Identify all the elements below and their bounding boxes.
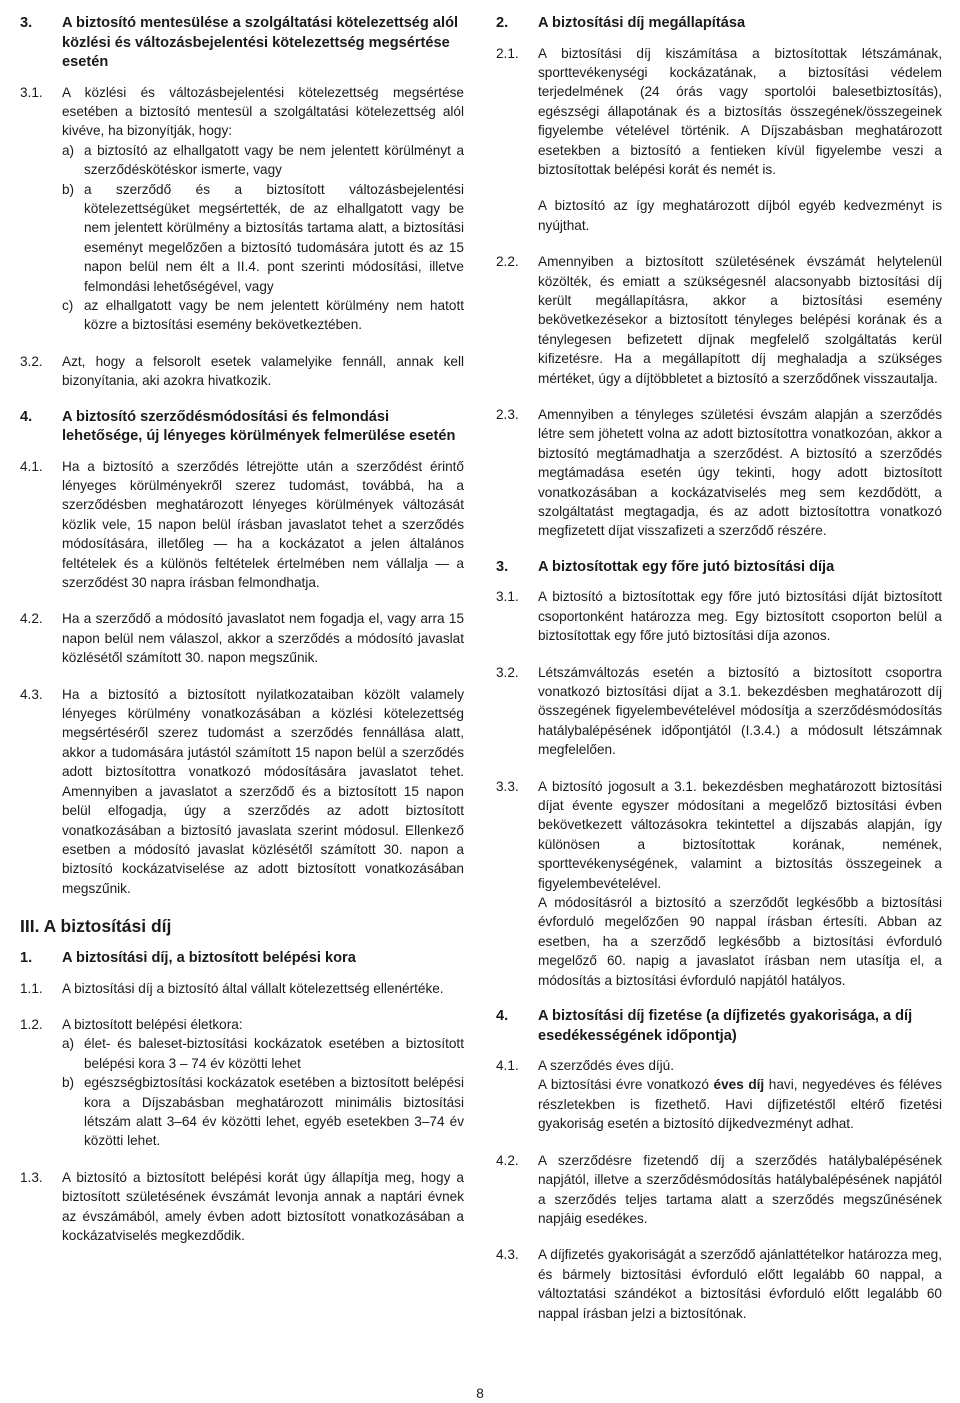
clause-number: 2.1. — [496, 45, 519, 61]
clause — [20, 352, 464, 391]
section-heading — [20, 14, 464, 73]
clause-number: 2.2. — [496, 254, 519, 270]
section-heading — [496, 14, 942, 34]
list-text: a biztosító az elhallgatott vagy be nem jelentett körülményt a szerződéskötéskor ismerte, vagy — [84, 142, 464, 178]
section-title: A biztosító mentesülése a szolgáltatási kötelezettség alól közlési és változásbejelentési kötelezettség megsértése esetén — [62, 15, 459, 70]
list-letter: c) — [62, 297, 74, 313]
section-heading — [496, 558, 942, 578]
clause-text: Létszámváltozás esetén a biztosító a biztosított csoportra vonatkozó biztosítási díjat a 3.1. bekezdésben meghatározott díj összegének figyelembevételével módosítja a szerződésmódosítás hatálybalépésének időpontjától (I.3.4.) a módosult létszámnak megfelelően. — [538, 664, 942, 758]
list-item — [62, 180, 464, 296]
clause — [20, 685, 464, 898]
section-number: 4. — [496, 1008, 509, 1025]
clause-number: 4.2. — [20, 611, 43, 627]
section-title: A biztosítottak egy főre jutó biztosítási díja — [538, 558, 835, 575]
clause — [496, 587, 942, 645]
clause — [496, 1056, 942, 1134]
left-column — [20, 14, 464, 1263]
clause-text: A közlési és változásbejelentési kötelezettség megsértése esetében a biztosító mentesül a szolgáltatási kötelezettség alól kivéve, ha bizonyítják, hogy: — [62, 84, 464, 139]
list-letter: a) — [62, 1036, 75, 1052]
clause-number: 4.1. — [496, 1058, 519, 1074]
clause — [20, 83, 464, 335]
clause-text: A szerződésre fizetendő díj a szerződés hatálybalépésének napjától, illetve a szerződésmódosítás hatálybalépésének napjától a szerződés teljes tartama alatt a szerződés megszűnésének napjáig esedékes. — [538, 1152, 942, 1226]
section-title: A biztosító szerződésmódosítási és felmondási lehetősége, új lényeges körülmények felmerülése esetén — [62, 408, 456, 445]
clause-text — [538, 1075, 942, 1133]
list-text: az elhallgatott vagy be nem jelentett körülmény nem hatott közre a biztosítási esemény bekövetkeztében. — [84, 297, 464, 333]
clause-text: A biztosító a biztosított belépési korát úgy állapítja meg, hogy a biztosított születésének évszámát levonja annak a naptári évnek az évszámából, amely évben adott biztosított vonatkozásában a kockázatviselés megkezdődik. — [62, 1169, 464, 1244]
clause-number: 4.2. — [496, 1152, 519, 1168]
clause-number: 3.1. — [496, 589, 519, 605]
clause — [20, 457, 464, 593]
clause-text: A biztosító az így meghatározott díjból egyéb kedvezményt is nyújthat. — [538, 198, 942, 233]
clause-text: Ha a biztosító a szerződés létrejötte után a szerződést érintő lényeges körülményekről szerez tudomást, továbbá, ha a szerződésben meghatározott lényeges körülmények változását közlik vele, 15 napon belül írásban javaslatot tehet a szerződés módosítására, illetőleg — ha a kockázatot a jelen általános feltételek és a különös feltételek értelmében nem vállalja — a szerződést 30 napra írásban felmondhatja. — [62, 458, 464, 591]
list-text: a szerződő és a biztosított változásbejelentési kötelezettségüket megsértették, de az elhallgatott vagy be nem jelentett körülmény a biztosítás tartama alatt, a biztosítási eseményt megelőzően a biztosító tudomására jutott és az 15 napon belül nem élt a II.4. pont szerinti módosítási, illetve felmondási lehetőségével, vagy — [84, 181, 464, 294]
section-title: A biztosítási díj fizetése (a díjfizetés gyakorisága, a díj esedékességének időpontja) — [538, 1008, 913, 1044]
section-heading — [20, 949, 464, 969]
section-number: 1. — [20, 950, 33, 967]
clause-number: 1.1. — [20, 980, 43, 996]
emphasis-text: éves díj — [713, 1077, 765, 1093]
clause-text: Ha a biztosító a biztosított nyilatkozataiban közölt valamely lényeges körülmény vonatkozásában a közlési kötelezettség megsértéséről szerez tudomást a szerződés fennállása alatt, akkor a tudomására jutástól számított 15 napon belül a szerződés adott biztosítottra vonatkozó módosítására javaslatot tehet. Amennyiben a javaslatot a szerződő és a biztosított 15 napon belül elfogadja, úgy a szerződés az adott biztosított vonatkozásában a biztosító javaslata szerint módosul. Ellenkező esetben a módosító javaslat közlésétől számított 30. napon a biztosító kockázatviselése az adott biztosított vonatkozásában megszűnik. — [62, 686, 464, 896]
section-heading — [20, 408, 464, 447]
clause-text: A biztosított belépési életkora: — [62, 1017, 243, 1033]
clause-text: A díjfizetés gyakoriságát a szerződő ajánlattételkor határozza meg, és bármely biztosítási évforduló előtt legalább 60 nappal, a változtatási szándékot a biztosítási évforduló előtt legalább 60 nappal írásban jelzi a biztosítónak. — [538, 1247, 942, 1321]
clause-number: 4.3. — [20, 686, 43, 702]
clause — [20, 979, 464, 998]
list-text: élet- és baleset-biztosítási kockázatok esetében a biztosított belépési kora 3 – 74 év közötti lehet — [84, 1036, 464, 1071]
clause-text: Azt, hogy a felsorolt esetek valamelyike fennáll, annak kell bizonyítania, aki azokra hivatkozik. — [62, 353, 464, 389]
page-number: 8 — [476, 1386, 484, 1401]
text-run: havi, negyedéves és féléves részletekben is fizethető. Havi díjfizetéstől eltérő fizetési gyakoriság esetén a biztosító díjkedvezményt adhat. — [538, 1077, 943, 1132]
clause-number: 1.2. — [20, 1017, 43, 1033]
clause-text: A biztosító a biztosítottak egy főre jutó biztosítási díját biztosított csoportonként határozza meg. Egy biztosított csoporton belül a biztosítottak egy főre jutó biztosítási díja azonos. — [538, 589, 942, 644]
clause — [496, 663, 942, 760]
clause-number: 4.1. — [20, 458, 43, 474]
right-column — [496, 14, 942, 1340]
clause-text: A szerződés éves díjú. — [538, 1058, 675, 1074]
list-letter: b) — [62, 1075, 75, 1091]
clause — [496, 252, 942, 388]
clause — [20, 1015, 464, 1151]
clause-text: Amennyiben a tényleges születési évszám alapján a szerződés létre sem jöhetett volna az adott biztosítottra vonatkozóan, akkor a biztosító megtámadhatja a szerződést. A biztosító a szerződés megtámadása esetén úgy tekinti, hogy adott biztosított vonatkozásában a kockázatviselés meg sem kezdődött, a szolgáltatást megtagadja, és az adott biztosítottra vonatkozó megfizetett díjat visszafizeti a szerződő részére. — [538, 407, 942, 539]
chapter-title: III. A biztosítási díj — [20, 916, 172, 937]
clause-number: 2.3. — [496, 407, 519, 422]
clause — [496, 405, 942, 541]
clause-number: 3.3. — [496, 778, 519, 794]
clause-text: A biztosítási díj a biztosító által vállalt kötelezettség ellenértéke. — [62, 980, 444, 996]
list-text: egészségbiztosítási kockázatok esetében a biztosított belépési kora a Díjszabásban meghatározott minimális biztosítási létszám alatt 3–64 év közötti lehet, egyéb esetekben 3–74 év közötti lehet. — [84, 1075, 464, 1149]
clause-number: 3.1. — [20, 84, 43, 100]
clause-text: Amennyiben a biztosított születésének évszámát helytelenül közölték, és emiatt a szükségesnél alacsonyabb biztosítási díj került megállapításra, akkor a biztosítási esemény bekövetkezésekor a biztosított tényleges belépési korának és a ténylegesen befizetett díjnak megfelelő szolgáltatás kerül kifizetésre. Ha a megállapított díj meghaladja a szükséges mértéket, úgy a díjtöbbletet a biztosító a szerződőnek visszautalja. — [538, 254, 942, 386]
clause — [20, 609, 464, 667]
list-letter: a) — [62, 142, 75, 158]
section-title: A biztosítási díj megállapítása — [538, 15, 746, 31]
clause — [496, 44, 942, 236]
list-item — [62, 1034, 464, 1073]
clause-text: A biztosító jogosult a 3.1. bekezdésben meghatározott biztosítási díjat évente egyszer módosítani a megelőző biztosítási évben bekövetkezett változásokra tekintettel a díjszabás alapján, így különösen a biztosítottak korának, nemének, sporttevékenységének, valamint a biztosítás összegeinek a figyelembevételével. — [538, 778, 942, 891]
clause-number: 1.3. — [20, 1169, 43, 1185]
clause — [496, 1245, 942, 1323]
clause-number: 3.2. — [20, 353, 43, 369]
clause — [496, 1151, 942, 1229]
section-number: 2. — [496, 15, 509, 31]
list-item — [62, 296, 464, 335]
clause-text: A biztosítási díj kiszámítása a biztosítottak létszámának, sporttevékenységi kockázatának, a biztosítási védelem terjedelmének (24 órás vagy sportolói balesetbiztosítás), egészségi állapotának és a biztosítás összegének/összegeinek figyelembe vételével történik. A Díjszabásban meghatározott esetekben a biztosító a fentieken kívül figyelembe veszi a biztosítottak belépési korát és nemét is. — [538, 45, 942, 177]
clause — [496, 777, 942, 990]
list-item — [62, 1073, 464, 1151]
section-title: A biztosítási díj, a biztosított belépési kora — [62, 950, 356, 967]
list-letter: b) — [62, 181, 75, 197]
clause-number: 4.3. — [496, 1247, 519, 1263]
text-run: A biztosítási évre vonatkozó — [538, 1077, 714, 1093]
list-item — [62, 141, 464, 180]
clause-text: A módosításról a biztosító a szerződőt legkésőbb a biztosítási évforduló megelőzően 90 nappal írásban értesíti. Abban az esetben, ha a szerződő legkésőbb a biztosítási évforduló megelőző 60. napig a javaslatot írásban nem utasítja el, a módosítás a biztosítási évforduló napjától hatályos. — [538, 895, 942, 988]
section-number: 4. — [20, 408, 33, 425]
clause-number: 3.2. — [496, 664, 519, 680]
clause-text: Ha a szerződő a módosító javaslatot nem fogadja el, vagy arra 15 napon belül nem válaszol, akkor a szerződés a módosító javaslat közlésétől számított 30. napon megszűnik. — [62, 611, 464, 666]
clause — [20, 1168, 464, 1246]
section-number: 3. — [496, 558, 509, 575]
section-number: 3. — [20, 15, 33, 31]
section-heading — [496, 1007, 942, 1046]
